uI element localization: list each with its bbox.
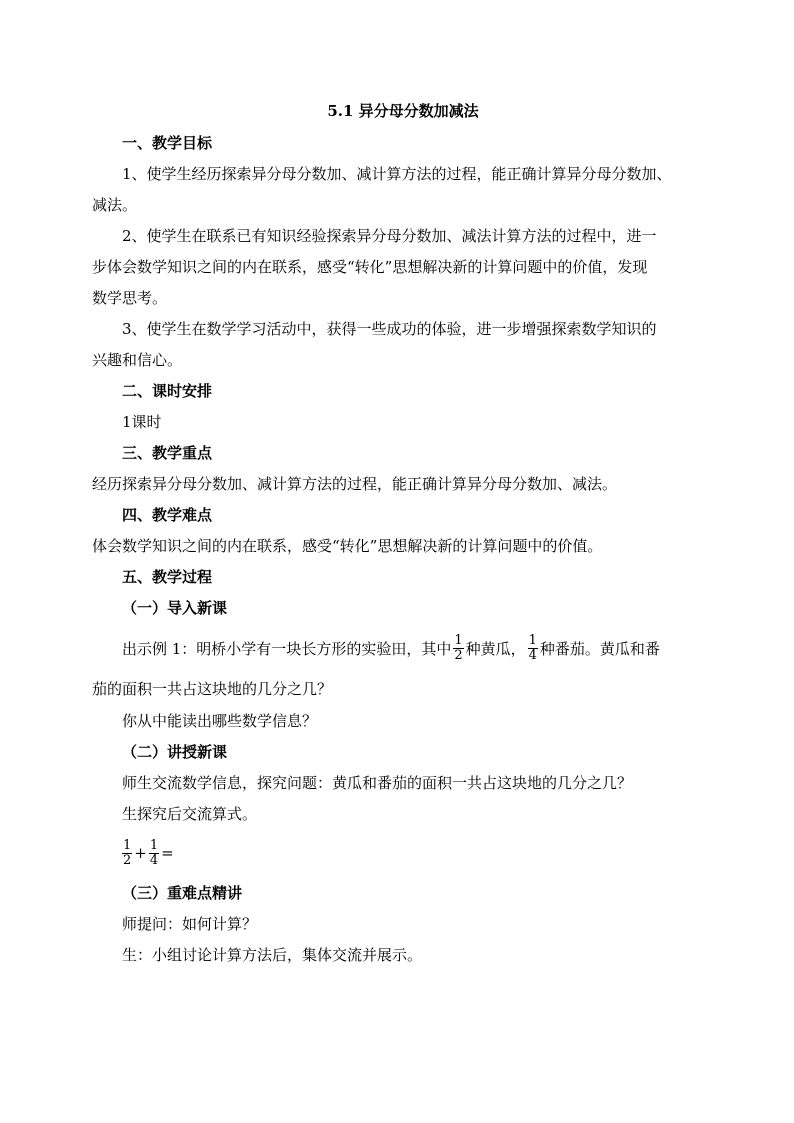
new-lesson-text-2: 生探究后交流算式。	[122, 805, 258, 823]
goal-3-line-2: 兴趣和信心。	[92, 351, 183, 369]
section-heading-difficulties: 四、教学难点	[122, 506, 213, 524]
document-title: 5.1 异分母分数加减法	[327, 102, 479, 120]
fraction-numerator: 1	[123, 837, 132, 853]
goal-3-line-1: 3、使学生在数学学习活动中，获得一些成功的体验，进一步增强探索数学知识的	[122, 320, 657, 338]
schedule-text: 1课时	[122, 413, 162, 431]
equals-sign: =	[161, 844, 174, 862]
fraction-one-quarter	[528, 634, 538, 663]
section-heading-process: 五、教学过程	[122, 568, 213, 586]
subsection-heading-intro: （一）导入新课	[122, 599, 228, 617]
section-heading-key-points: 三、教学重点	[122, 444, 213, 462]
example-text-c: 种番茄。黄瓜和番	[539, 639, 660, 658]
example-line-1	[92, 624, 694, 672]
goal-2-line-3: 数学思考。	[92, 289, 168, 307]
goal-2-line-2: 步体会数学知识之间的内在联系，感受“转化”思想解决新的计算问题中的价值，发现	[92, 258, 648, 276]
example-text-a: 出示例 1：明桥小学有一块长方形的实验田，其中	[122, 639, 452, 658]
subsection-heading-key-explanation: （三）重难点精讲	[122, 884, 243, 902]
section-heading-goals: 一、教学目标	[122, 134, 213, 152]
example-line-2: 茄的面积一共占这块地的几分之几？	[92, 680, 333, 698]
section-heading-schedule: 二、课时安排	[122, 382, 213, 400]
fraction-numerator: 1	[454, 632, 463, 648]
fraction-one-half	[453, 634, 463, 663]
goal-2-line-1: 2、使学生在联系已有知识经验探索异分母分数加、减法计算方法的过程中，进一	[122, 227, 657, 245]
fraction-numerator: 1	[149, 837, 159, 853]
difficulties-text: 体会数学知识之间的内在联系，感受“转化”思想解决新的计算问题中的价值。	[92, 537, 603, 555]
equation-fraction-b	[149, 839, 159, 868]
equation-fraction-a	[122, 839, 132, 868]
new-lesson-text-1: 师生交流数学信息，探究问题：黄瓜和番茄的面积一共占这块地的几分之几？	[122, 774, 633, 792]
example-text-b: 种黄瓜，	[465, 639, 526, 658]
fraction-denominator: 4	[149, 852, 159, 868]
subsection-heading-new-lesson: （二）讲授新课	[122, 743, 228, 761]
goal-1-line-2: 减法。	[92, 196, 138, 214]
equation	[92, 830, 694, 876]
key-points-text: 经历探索异分母分数加、减计算方法的过程，能正确计算异分母分数加、减法。	[92, 475, 618, 493]
goal-1-line-1: 1、使学生经历探索异分母分数加、减计算方法的过程，能正确计算异分母分数加、	[122, 165, 672, 183]
key-explanation-text-2: 生：小组讨论计算方法后，集体交流并展示。	[122, 946, 423, 964]
fraction-denominator: 2	[123, 852, 132, 868]
fraction-denominator: 4	[528, 647, 537, 663]
plus-sign: +	[134, 844, 147, 862]
intro-question: 你从中能读出哪些数学信息？	[122, 712, 318, 730]
fraction-numerator: 1	[528, 632, 537, 648]
fraction-denominator: 2	[454, 647, 463, 663]
key-explanation-text-1: 师提问：如何计算？	[122, 915, 258, 933]
